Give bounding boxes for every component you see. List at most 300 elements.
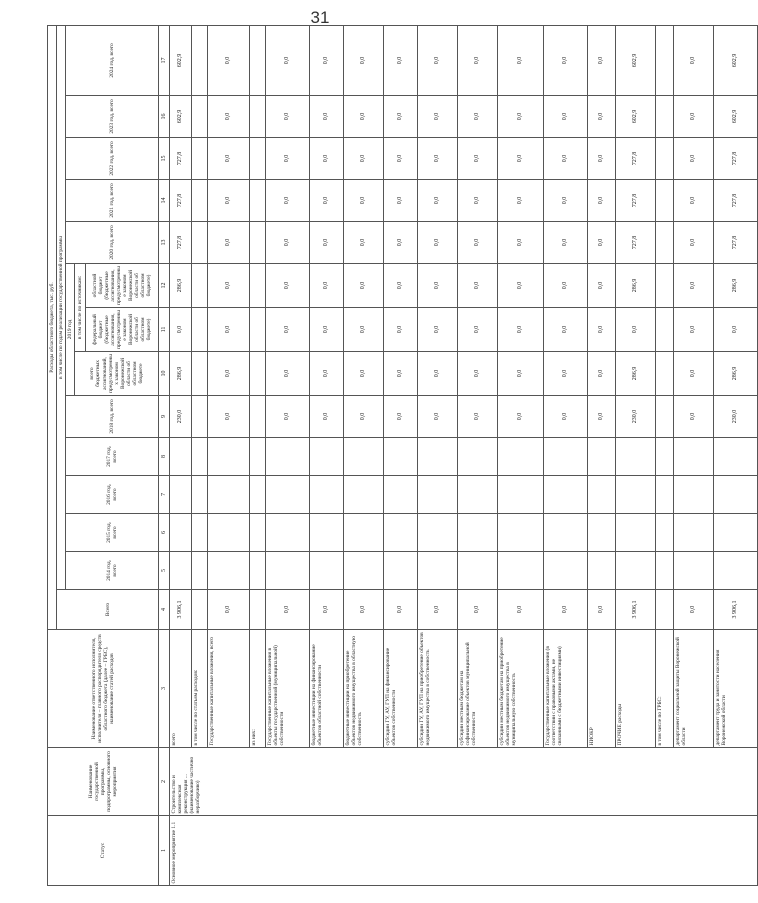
value-cell: 0,0 (674, 264, 714, 308)
value-cell: 0,0 (384, 396, 418, 438)
value-cell: 727,8 (170, 222, 192, 264)
value-cell (208, 438, 250, 476)
value-cell: 727,8 (616, 180, 656, 222)
column-number: 11 (159, 308, 170, 352)
value-cell: 602,9 (170, 26, 192, 96)
value-cell (250, 308, 266, 352)
value-cell: 0,0 (266, 396, 310, 438)
value-cell (656, 514, 674, 552)
value-cell: 0,0 (310, 352, 344, 396)
value-cell: 602,9 (170, 96, 192, 138)
header-2014: 2014 год, всего (66, 552, 159, 590)
value-cell: 727,8 (170, 180, 192, 222)
value-cell (588, 438, 616, 476)
value-cell: 0,0 (384, 222, 418, 264)
value-cell (544, 514, 588, 552)
value-cell (418, 552, 458, 590)
page-number: 31 (310, 8, 330, 27)
value-cell: 0,0 (266, 96, 310, 138)
value-cell: 0,0 (498, 264, 544, 308)
value-cell (310, 438, 344, 476)
value-cell: 0,0 (458, 264, 498, 308)
value-cell: 0,0 (208, 352, 250, 396)
header-2018: 2018 год, всего (66, 396, 159, 438)
row-label: бюджетные инвестиции на приобретение объектов недвижимого имущества в областную собственность (344, 630, 384, 748)
value-cell: 727,8 (714, 222, 758, 264)
row-label: субсидии ГУ, АУ, ГУП на приобретение объектов недвижимого имущества в собственность (418, 630, 458, 748)
value-cell (656, 438, 674, 476)
value-cell: 0,0 (266, 264, 310, 308)
value-cell: 0,0 (498, 26, 544, 96)
value-cell (498, 552, 544, 590)
value-cell (714, 552, 758, 590)
value-cell (250, 222, 266, 264)
value-cell: 0,0 (544, 26, 588, 96)
value-cell: 230,0 (616, 396, 656, 438)
row-label: в том числе по статьям расходов: (192, 630, 208, 748)
header-by-years: в том числе по годам реализации государственной программы (57, 26, 66, 590)
value-cell: 0,0 (418, 590, 458, 630)
row-label: департамент социальной защиты Воронежской области (674, 630, 714, 748)
value-cell: 0,0 (588, 590, 616, 630)
value-cell: 0,0 (458, 590, 498, 630)
value-cell (250, 590, 266, 630)
value-cell: 286,9 (714, 264, 758, 308)
header-2016: 2016 год, всего (66, 476, 159, 514)
value-cell: 0,0 (544, 396, 588, 438)
value-cell: 3 906,1 (616, 590, 656, 630)
value-cell: 0,0 (384, 308, 418, 352)
column-number: 2 (159, 748, 170, 816)
header-2021: 2021 год, всего (66, 180, 159, 222)
value-cell (208, 514, 250, 552)
value-cell: 0,0 (344, 308, 384, 352)
value-cell: 0,0 (384, 26, 418, 96)
value-cell: 0,0 (266, 222, 310, 264)
value-cell: 0,0 (588, 138, 616, 180)
value-cell: 0,0 (498, 96, 544, 138)
value-cell: 0,0 (674, 138, 714, 180)
column-number: 4 (159, 590, 170, 630)
value-cell (656, 352, 674, 396)
value-cell: 0,0 (344, 590, 384, 630)
value-cell (192, 514, 208, 552)
row-label: субсидии местным бюджетам на приобретение объектов недвижимого имущества в муниципальную собственность (498, 630, 544, 748)
value-cell (544, 476, 588, 514)
value-cell: 0,0 (310, 308, 344, 352)
value-cell: 0,0 (588, 26, 616, 96)
value-cell: 0,0 (544, 590, 588, 630)
column-number: 10 (159, 352, 170, 396)
value-cell (192, 308, 208, 352)
value-cell: 286,9 (170, 264, 192, 308)
column-number: 7 (159, 476, 170, 514)
value-cell: 0,0 (208, 180, 250, 222)
value-cell (458, 438, 498, 476)
value-cell (498, 438, 544, 476)
value-cell (170, 438, 192, 476)
value-cell (384, 438, 418, 476)
value-cell: 0,0 (418, 308, 458, 352)
value-cell: 0,0 (208, 138, 250, 180)
value-cell: 0,0 (544, 180, 588, 222)
value-cell (250, 352, 266, 396)
value-cell (192, 180, 208, 222)
value-cell (344, 438, 384, 476)
value-cell: 0,0 (544, 264, 588, 308)
value-cell (250, 138, 266, 180)
value-cell: 0,0 (310, 590, 344, 630)
value-cell: 0,0 (418, 222, 458, 264)
value-cell: 0,0 (344, 26, 384, 96)
column-number: 5 (159, 552, 170, 590)
value-cell: 0,0 (674, 352, 714, 396)
value-cell: 0,0 (384, 264, 418, 308)
value-cell: 0,0 (170, 308, 192, 352)
header-2022: 2022 год, всего (66, 138, 159, 180)
value-cell: 0,0 (208, 26, 250, 96)
value-cell: 0,0 (498, 180, 544, 222)
value-cell: 0,0 (458, 396, 498, 438)
value-cell (674, 552, 714, 590)
row-label: бюджетные инвестиции на финансирование объектов областной собственности (310, 630, 344, 748)
value-cell: 0,0 (418, 396, 458, 438)
value-cell: 0,0 (344, 180, 384, 222)
column-number: 12 (159, 264, 170, 308)
header-expenses-title: Расходы областного бюджета, тыс. руб. (48, 26, 57, 630)
value-cell (208, 552, 250, 590)
value-cell: 0,0 (310, 138, 344, 180)
value-cell: 0,0 (208, 396, 250, 438)
value-cell: 286,9 (714, 352, 758, 396)
value-cell: 0,0 (384, 96, 418, 138)
column-number: 15 (159, 138, 170, 180)
column-number: 1 (159, 816, 170, 886)
header-2019-sources: в том числе по источникам: (75, 264, 86, 352)
value-cell (192, 438, 208, 476)
column-number: 13 (159, 222, 170, 264)
column-number: 14 (159, 180, 170, 222)
budget-table (47, 25, 758, 886)
value-cell: 0,0 (674, 590, 714, 630)
value-cell: 0,0 (344, 396, 384, 438)
value-cell (656, 552, 674, 590)
value-cell: 0,0 (498, 222, 544, 264)
value-cell: 0,0 (418, 180, 458, 222)
row-label: Государственные капитальные вложения (в соответствии с правовыми актами, не связанными с бюджетными инвестициями) (544, 630, 588, 748)
value-cell: 0,0 (266, 308, 310, 352)
value-cell (656, 138, 674, 180)
value-cell: 0,0 (498, 138, 544, 180)
value-cell (384, 476, 418, 514)
value-cell: 0,0 (674, 26, 714, 96)
program-cell: Строительство и комплексная реконструкция ... (наименование частично неразборчиво) (170, 748, 758, 816)
value-cell (344, 552, 384, 590)
value-cell: 0,0 (266, 352, 310, 396)
value-cell: 0,0 (384, 180, 418, 222)
value-cell (458, 552, 498, 590)
value-cell (192, 138, 208, 180)
value-cell: 0,0 (498, 352, 544, 396)
value-cell: 286,9 (616, 352, 656, 396)
column-number: 3 (159, 630, 170, 748)
value-cell: 0,0 (208, 96, 250, 138)
value-cell: 0,0 (384, 590, 418, 630)
header-2020: 2020 год, всего (66, 222, 159, 264)
value-cell: 0,0 (266, 138, 310, 180)
value-cell: 727,8 (714, 138, 758, 180)
value-cell (714, 438, 758, 476)
value-cell (192, 26, 208, 96)
value-cell (250, 180, 266, 222)
header-2019-federal: федеральный бюджет (бюджетные ассигнования, предусмотренные законом Воронежской области об областном бюджете) (86, 308, 159, 352)
value-cell (192, 222, 208, 264)
status-cell: Основное мероприятие 1.1 (170, 816, 758, 886)
value-cell (170, 514, 192, 552)
value-cell: 0,0 (266, 590, 310, 630)
header-2023: 2023 год, всего (66, 96, 159, 138)
value-cell (588, 476, 616, 514)
value-cell: 0,0 (498, 308, 544, 352)
value-cell (656, 308, 674, 352)
value-cell (170, 552, 192, 590)
value-cell (656, 590, 674, 630)
value-cell: 0,0 (498, 590, 544, 630)
value-cell (192, 96, 208, 138)
value-cell: 0,0 (208, 308, 250, 352)
value-cell: 0,0 (674, 222, 714, 264)
value-cell: 0,0 (544, 308, 588, 352)
value-cell: 0,0 (310, 26, 344, 96)
row-label: субсидии ГУ, АУ, ГУП на финансирование объектов собственности (384, 630, 418, 748)
value-cell: 0,0 (344, 222, 384, 264)
value-cell: 286,9 (170, 352, 192, 396)
row-label: НИОКР (588, 630, 616, 748)
value-cell (250, 396, 266, 438)
row-label: Государственные капитальные вложения, всего (208, 630, 250, 748)
value-cell (170, 476, 192, 514)
value-cell (656, 222, 674, 264)
value-cell: 0,0 (418, 352, 458, 396)
column-number: 17 (159, 26, 170, 96)
header-2019-total: всего бюджетных ассигнований, предусмотренных законом Воронежской области об областном бюджете (75, 352, 159, 396)
row-label: департамент труда и занятости населения Воронежской области (714, 630, 758, 748)
column-number: 8 (159, 438, 170, 476)
value-cell: 602,9 (714, 26, 758, 96)
value-cell: 727,8 (616, 138, 656, 180)
column-number: 9 (159, 396, 170, 438)
value-cell: 0,0 (310, 396, 344, 438)
header-status: Статус (48, 816, 159, 886)
value-cell: 0,0 (544, 138, 588, 180)
header-executor: Наименование ответственного исполнителя, исполнителя – главного распорядителя средств областного бюджета (далее – ГРБС), наименование статей расходов (48, 630, 159, 748)
value-cell (266, 476, 310, 514)
value-cell: 0,0 (588, 180, 616, 222)
value-cell (616, 438, 656, 476)
value-cell: 0,0 (208, 264, 250, 308)
column-number: 6 (159, 514, 170, 552)
value-cell: 0,0 (418, 264, 458, 308)
header-2024: 2024 год, всего (66, 26, 159, 96)
value-cell (498, 514, 544, 552)
value-cell: 727,8 (714, 180, 758, 222)
value-cell: 727,8 (170, 138, 192, 180)
value-cell: 0,0 (616, 308, 656, 352)
value-cell (310, 514, 344, 552)
table-row (170, 26, 192, 886)
value-cell: 0,0 (418, 138, 458, 180)
value-cell: 0,0 (458, 222, 498, 264)
value-cell (616, 552, 656, 590)
row-label: ПРОЧИЕ расходы (616, 630, 656, 748)
row-label: всего (170, 630, 192, 748)
value-cell: 230,0 (714, 396, 758, 438)
value-cell: 602,9 (714, 96, 758, 138)
value-cell (656, 476, 674, 514)
value-cell (616, 476, 656, 514)
value-cell: 0,0 (674, 308, 714, 352)
value-cell (250, 26, 266, 96)
value-cell (616, 514, 656, 552)
header-2019: 2019 год (66, 264, 75, 396)
value-cell (458, 514, 498, 552)
value-cell: 0,0 (458, 138, 498, 180)
value-cell: 0,0 (310, 180, 344, 222)
value-cell: 0,0 (384, 352, 418, 396)
value-cell (250, 552, 266, 590)
value-cell: 0,0 (588, 222, 616, 264)
value-cell: 0,0 (208, 590, 250, 630)
value-cell: 3 906,1 (714, 590, 758, 630)
value-cell: 0,0 (310, 96, 344, 138)
value-cell (588, 514, 616, 552)
budget-table-rotated (47, 26, 739, 886)
value-cell: 602,9 (616, 96, 656, 138)
header-2015: 2015 год, всего (66, 514, 159, 552)
value-cell (656, 264, 674, 308)
value-cell (344, 476, 384, 514)
value-cell (192, 396, 208, 438)
header-2017: 2017 год, всего (66, 438, 159, 476)
value-cell (418, 514, 458, 552)
value-cell: 0,0 (588, 264, 616, 308)
value-cell: 0,0 (674, 96, 714, 138)
value-cell (544, 438, 588, 476)
value-cell: 0,0 (344, 138, 384, 180)
value-cell (192, 552, 208, 590)
row-label: субсидии местным бюджетам на софинансирование объектов муниципальной собственности (458, 630, 498, 748)
value-cell (384, 552, 418, 590)
value-cell (656, 96, 674, 138)
value-cell (498, 476, 544, 514)
value-cell: 0,0 (344, 264, 384, 308)
value-cell (674, 514, 714, 552)
value-cell (192, 264, 208, 308)
value-cell (250, 264, 266, 308)
value-cell: 0,0 (266, 26, 310, 96)
value-cell (656, 396, 674, 438)
value-cell (310, 476, 344, 514)
value-cell (384, 514, 418, 552)
value-cell: 0,0 (266, 180, 310, 222)
value-cell: 0,0 (498, 396, 544, 438)
value-cell (266, 514, 310, 552)
value-cell (266, 438, 310, 476)
value-cell (192, 476, 208, 514)
value-cell: 0,0 (208, 222, 250, 264)
value-cell (344, 514, 384, 552)
column-number: 16 (159, 96, 170, 138)
value-cell: 0,0 (310, 222, 344, 264)
value-cell (656, 26, 674, 96)
value-cell: 0,0 (588, 96, 616, 138)
value-cell: 0,0 (544, 96, 588, 138)
column-numbers-row (159, 26, 170, 886)
value-cell: 3 906,1 (170, 590, 192, 630)
value-cell: 0,0 (674, 396, 714, 438)
value-cell (250, 514, 266, 552)
value-cell: 0,0 (588, 308, 616, 352)
value-cell (250, 96, 266, 138)
value-cell: 0,0 (384, 138, 418, 180)
value-cell: 0,0 (714, 308, 758, 352)
value-cell (192, 352, 208, 396)
value-cell: 0,0 (418, 26, 458, 96)
value-cell (656, 180, 674, 222)
value-cell: 0,0 (588, 396, 616, 438)
header-total: Всего (57, 590, 159, 630)
row-label: Государственные капитальные вложения в объекты государственной (муниципальной) собственности (266, 630, 310, 748)
value-cell (714, 476, 758, 514)
value-cell (458, 476, 498, 514)
value-cell (714, 514, 758, 552)
row-label: в том числе по ГРБС: (656, 630, 674, 748)
value-cell: 0,0 (588, 352, 616, 396)
value-cell: 0,0 (418, 96, 458, 138)
value-cell: 0,0 (674, 180, 714, 222)
value-cell: 0,0 (344, 352, 384, 396)
value-cell (418, 438, 458, 476)
value-cell: 0,0 (310, 264, 344, 308)
row-label: из них: (250, 630, 266, 748)
value-cell: 286,9 (616, 264, 656, 308)
value-cell (544, 552, 588, 590)
value-cell: 0,0 (458, 352, 498, 396)
value-cell: 0,0 (544, 222, 588, 264)
value-cell: 0,0 (458, 96, 498, 138)
value-cell: 230,0 (170, 396, 192, 438)
header-2019-regional: областной бюджет (бюджетные ассигнования, предусмотренные законом Воронежской области об областном бюджете) (86, 264, 159, 308)
value-cell: 727,8 (616, 222, 656, 264)
value-cell (310, 552, 344, 590)
value-cell: 0,0 (458, 308, 498, 352)
value-cell (250, 476, 266, 514)
value-cell: 602,9 (616, 26, 656, 96)
header-program: Наименование государственной программы, подпрограммы, основного мероприятия (48, 748, 159, 816)
value-cell (674, 438, 714, 476)
value-cell (250, 438, 266, 476)
value-cell (588, 552, 616, 590)
value-cell (674, 476, 714, 514)
value-cell (208, 476, 250, 514)
value-cell (192, 590, 208, 630)
value-cell (266, 552, 310, 590)
value-cell: 0,0 (344, 96, 384, 138)
value-cell (418, 476, 458, 514)
table-body (170, 26, 758, 886)
value-cell: 0,0 (544, 352, 588, 396)
value-cell: 0,0 (458, 180, 498, 222)
